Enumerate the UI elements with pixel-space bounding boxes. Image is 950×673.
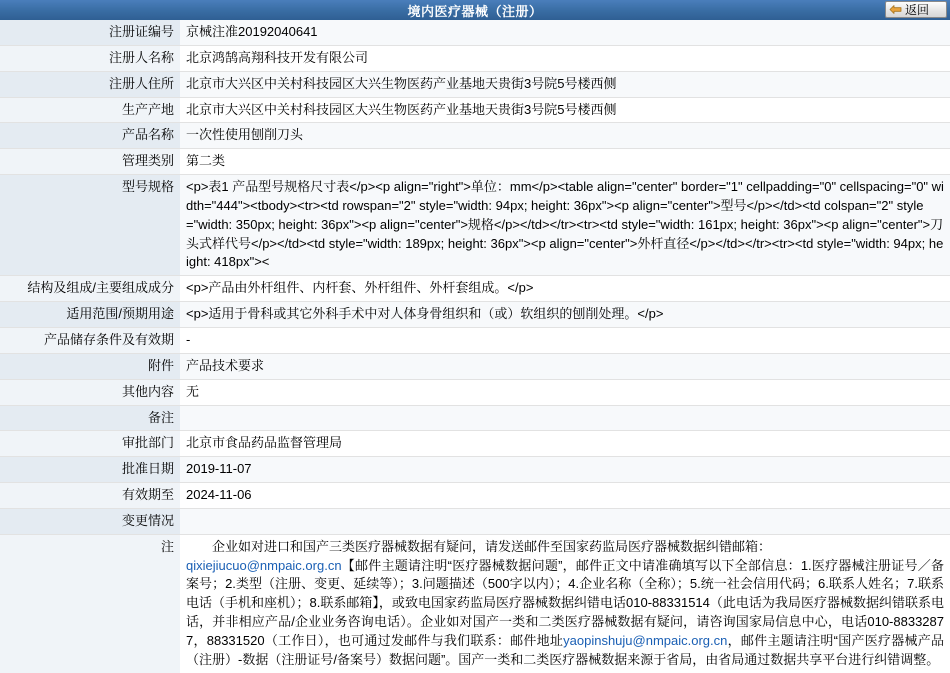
field-value [180, 508, 950, 534]
field-label: 注册人住所 [0, 71, 180, 97]
field-label: 有效期至 [0, 483, 180, 509]
table-row-spec [0, 175, 950, 276]
back-button-label: 返回 [905, 3, 930, 17]
field-value: 北京市大兴区中关村科技园区大兴生物医药产业基地天贵街3号院5号楼西侧 [180, 71, 950, 97]
field-value: 产品技术要求 [180, 353, 950, 379]
field-value: 2024-11-06 [180, 483, 950, 509]
table-row [0, 20, 950, 45]
note-value [180, 534, 950, 672]
field-label: 注册人名称 [0, 45, 180, 71]
table-row [0, 276, 950, 302]
table-row [0, 149, 950, 175]
field-value [180, 405, 950, 431]
table-row [0, 71, 950, 97]
field-label: 生产产地 [0, 97, 180, 123]
note-body: 【邮件主题请注明“医疗器械数据问题”，邮件正文中请准确填写以下全部信息：1.医疗器械注册证号／备案号；2.类型（注册、变更、延续等）；3.问题描述（500字以内）；4.企业名称（全称）；5.统一社会信用代码；6.联系人姓名；7.联系电话（手机和座机）；8.联系邮箱】，或致电国家药监局医疗器械数据纠错电话010-88331514（此电话为我局医疗器械数据纠错联系电话，并非相应产品/企业业务咨询电话）。企业如对国产一类和二类医疗器械数据有疑问，请咨询国家局信息中心，电话010-88332877，88331520（工作日），也可通过发邮件与我们联系：邮件地址 [186, 557, 944, 648]
table-row [0, 97, 950, 123]
field-label: 管理类别 [0, 149, 180, 175]
field-value: 北京市食品药品监督管理局 [180, 431, 950, 457]
field-label: 变更情况 [0, 508, 180, 534]
field-value: <p>产品由外杆组件、内杆套、外杆组件、外杆套组成。</p> [180, 276, 950, 302]
field-label: 注册证编号 [0, 20, 180, 45]
field-label: 其他内容 [0, 379, 180, 405]
note-body2: ，邮件主题请注明“国产医疗器械产品（注册）-数据（注册证号/备案号）数据问题”。国产一类和二类医疗器械数据来源于省局，由省局通过数据共享平台进行纠错调整。 [186, 632, 944, 667]
table-row [0, 483, 950, 509]
table-row-note [0, 534, 950, 672]
table-row [0, 508, 950, 534]
table-row [0, 327, 950, 353]
table-row [0, 302, 950, 328]
field-value: - [180, 327, 950, 353]
field-label: 备注 [0, 405, 180, 431]
field-label: 结构及组成/主要组成成分 [0, 276, 180, 302]
field-label: 适用范围/预期用途 [0, 302, 180, 328]
field-value: 一次性使用刨削刀头 [180, 123, 950, 149]
field-label: 附件 [0, 353, 180, 379]
field-value: 第二类 [180, 149, 950, 175]
back-button[interactable] [885, 1, 947, 18]
field-label: 审批部门 [0, 431, 180, 457]
device-registration-table [0, 20, 950, 673]
field-label: 型号规格 [0, 175, 180, 276]
field-value: 2019-11-07 [180, 457, 950, 483]
field-value: 北京鸿鹄高翔科技开发有限公司 [180, 45, 950, 71]
note-label: 注 [0, 534, 180, 672]
table-row [0, 457, 950, 483]
table-row [0, 431, 950, 457]
email-link-yaopinshuju[interactable]: yaopinshuju@nmpaic.org.cn [563, 632, 728, 648]
table-row [0, 379, 950, 405]
field-label: 产品名称 [0, 123, 180, 149]
field-value: <p>适用于骨科或其它外科手术中对人体身骨组织和（或）软组织的刨削处理。</p> [180, 302, 950, 328]
email-link-qixiejiucuo[interactable]: qixiejiucuo@nmpaic.org.cn [186, 557, 342, 573]
table-row [0, 353, 950, 379]
table-row [0, 45, 950, 71]
note-line1: 企业如对进口和国产三类医疗器械数据有疑问，请发送邮件至国家药监局医疗器械数据纠错邮箱： [212, 538, 772, 554]
field-label: 批准日期 [0, 457, 180, 483]
field-label: 产品储存条件及有效期 [0, 327, 180, 353]
field-value: 无 [180, 379, 950, 405]
field-value: 北京市大兴区中关村科技园区大兴生物医药产业基地天贵街3号院5号楼西侧 [180, 97, 950, 123]
table-row [0, 405, 950, 431]
table-row [0, 123, 950, 149]
field-value: 京械注准20192040641 [180, 20, 950, 45]
window-titlebar [0, 0, 950, 20]
back-arrow-icon [889, 4, 902, 15]
page-title: 境内医疗器械（注册） [407, 3, 543, 19]
field-value-spec-html: <p>表1 产品型号规格尺寸表</p><p align="right">单位：mm</p><table align="center" border="1" cellpadding="0" cellspacing="0" width="444"><tbody><tr><td rowspan="2" style="width: 94px; height: 36px"><p align="center">型号</p></td><td colspan="2" style="width: 350px; height: 36px"><p align="center">规格</p></td></tr><tr><td style="width: 161px; height: 36px"><p align="center">刀头式样代号</p></td><td style="width: 189px; height: 36px"><p align="center">外杆直径</p></td></tr><tr><td style="width: 94px; height: 418px">< [180, 175, 950, 276]
